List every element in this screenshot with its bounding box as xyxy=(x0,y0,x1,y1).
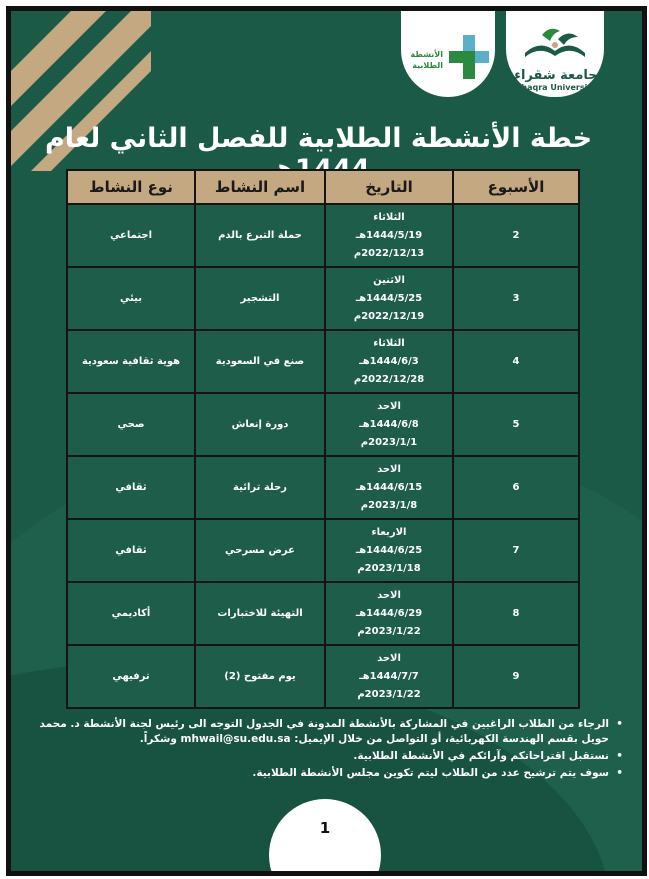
week-cell: 5 xyxy=(453,393,579,456)
activity-name-cell: صنع في السعودية xyxy=(195,330,325,393)
activity-type-cell: ترفيهي xyxy=(67,645,195,708)
activity-name-cell: دورة إنعاش xyxy=(195,393,325,456)
date-hijri: 1444/6/25هـ xyxy=(355,544,423,556)
notes-list xyxy=(39,717,627,783)
activity-type-cell: ثقافي xyxy=(67,519,195,582)
date-hijri: 1444/6/8هـ xyxy=(359,418,419,430)
date-cell xyxy=(325,204,453,267)
activity-name-cell: يوم مفتوح (2) xyxy=(195,645,325,708)
week-cell: 4 xyxy=(453,330,579,393)
university-name-en: Shaqra University xyxy=(515,83,597,92)
date-day: الاحد xyxy=(377,589,401,601)
week-cell: 2 xyxy=(453,204,579,267)
date-gregorian: 2023/1/1م xyxy=(360,436,418,448)
activities-logo-text: الأنشطة الطلابية xyxy=(410,50,443,70)
date-gregorian: 2023/1/18م xyxy=(357,562,421,574)
activities-cross-icon xyxy=(449,31,489,83)
date-hijri: 1444/6/3هـ xyxy=(359,355,419,367)
date-gregorian: 2022/12/28م xyxy=(353,373,425,385)
university-name xyxy=(511,69,601,93)
page-number: 1 xyxy=(319,819,331,837)
date-day: الثلاثاء xyxy=(373,211,405,223)
date-gregorian: 2022/12/19م xyxy=(353,310,425,322)
table-header-row xyxy=(67,170,579,204)
header-date: التاريخ xyxy=(325,170,453,204)
page-title: خطة الأنشطة الطلابية للفصل الثاني لعام xyxy=(44,123,593,154)
date-cell xyxy=(325,582,453,645)
date-hijri: 1444/5/19هـ xyxy=(355,229,423,241)
date-hijri: 1444/7/7هـ xyxy=(359,670,419,682)
date-cell xyxy=(325,393,453,456)
date-gregorian: 2023/1/22م xyxy=(357,688,421,700)
activity-name-cell: عرض مسرحي xyxy=(195,519,325,582)
week-cell: 3 xyxy=(453,267,579,330)
date-cell xyxy=(325,645,453,708)
activity-type-cell: صحي xyxy=(67,393,195,456)
table-row xyxy=(67,456,579,519)
date-cell xyxy=(325,519,453,582)
date-gregorian: 2023/1/8م xyxy=(360,499,418,511)
week-cell: 9 xyxy=(453,645,579,708)
note-council: • سوف يتم ترشيح عدد من الطلاب ليتم تكوين مجلس الأنشطة الطلابية. xyxy=(39,766,609,781)
activity-type-cell: هوية ثقافية سعودية xyxy=(67,330,195,393)
table-row xyxy=(67,204,579,267)
date-gregorian: 2023/1/22م xyxy=(357,625,421,637)
date-day: الاحد xyxy=(377,463,401,475)
note-contact: • الرجاء من الطلاب الراغبين في المشاركة بالأنشطة المدونة في الجدول التوجه الى رئيس لجنة الأنشطة د. محمد حويل بقسم الهندسة الكهربائية، أو التواصل من خلال الإيميل: mhwail@su.edu.sa وشكراً. xyxy=(39,717,609,747)
book-logo-icon xyxy=(520,25,590,59)
date-hijri: 1444/6/29هـ xyxy=(355,607,423,619)
header-week: الأسبوع xyxy=(453,170,579,204)
date-cell xyxy=(325,267,453,330)
date-day: الاثنين xyxy=(373,274,405,286)
week-cell: 8 xyxy=(453,582,579,645)
week-cell: 6 xyxy=(453,456,579,519)
activity-type-cell: ثقافي xyxy=(67,456,195,519)
week-cell: 7 xyxy=(453,519,579,582)
table-row xyxy=(67,582,579,645)
date-cell xyxy=(325,456,453,519)
activity-name-cell: التشجير xyxy=(195,267,325,330)
date-day: الثلاثاء xyxy=(373,337,405,349)
date-day: الاحد xyxy=(377,400,401,412)
header-activity-name: اسم النشاط xyxy=(195,170,325,204)
activity-type-cell: اجتماعي xyxy=(67,204,195,267)
table-row xyxy=(67,393,579,456)
activity-name-cell: رحلة ترائية xyxy=(195,456,325,519)
university-name-ar: جامعة شقراء xyxy=(514,68,598,83)
document-page xyxy=(6,6,647,876)
date-day: الاربعاء xyxy=(371,526,407,538)
date-gregorian: 2022/12/13م xyxy=(353,247,425,259)
table-row xyxy=(67,267,579,330)
note-suggestions: • نستقبل اقتراحاتكم وآرائكم في الأنشطة الطلابية. xyxy=(39,749,609,764)
table-row xyxy=(67,330,579,393)
activity-type-cell: بيئي xyxy=(67,267,195,330)
activity-name-cell: التهيئة للاختبارات xyxy=(195,582,325,645)
date-day: الاحد xyxy=(377,652,401,664)
activity-type-cell: أكاديمي xyxy=(67,582,195,645)
date-cell xyxy=(325,330,453,393)
table-row xyxy=(67,645,579,708)
date-hijri: 1444/6/15هـ xyxy=(355,481,423,493)
date-hijri: 1444/5/25هـ xyxy=(355,292,423,304)
header-activity-type: نوع النشاط xyxy=(67,170,195,204)
activity-name-cell: حملة التبرع بالدم xyxy=(195,204,325,267)
activities-table xyxy=(66,169,580,709)
table-row xyxy=(67,519,579,582)
